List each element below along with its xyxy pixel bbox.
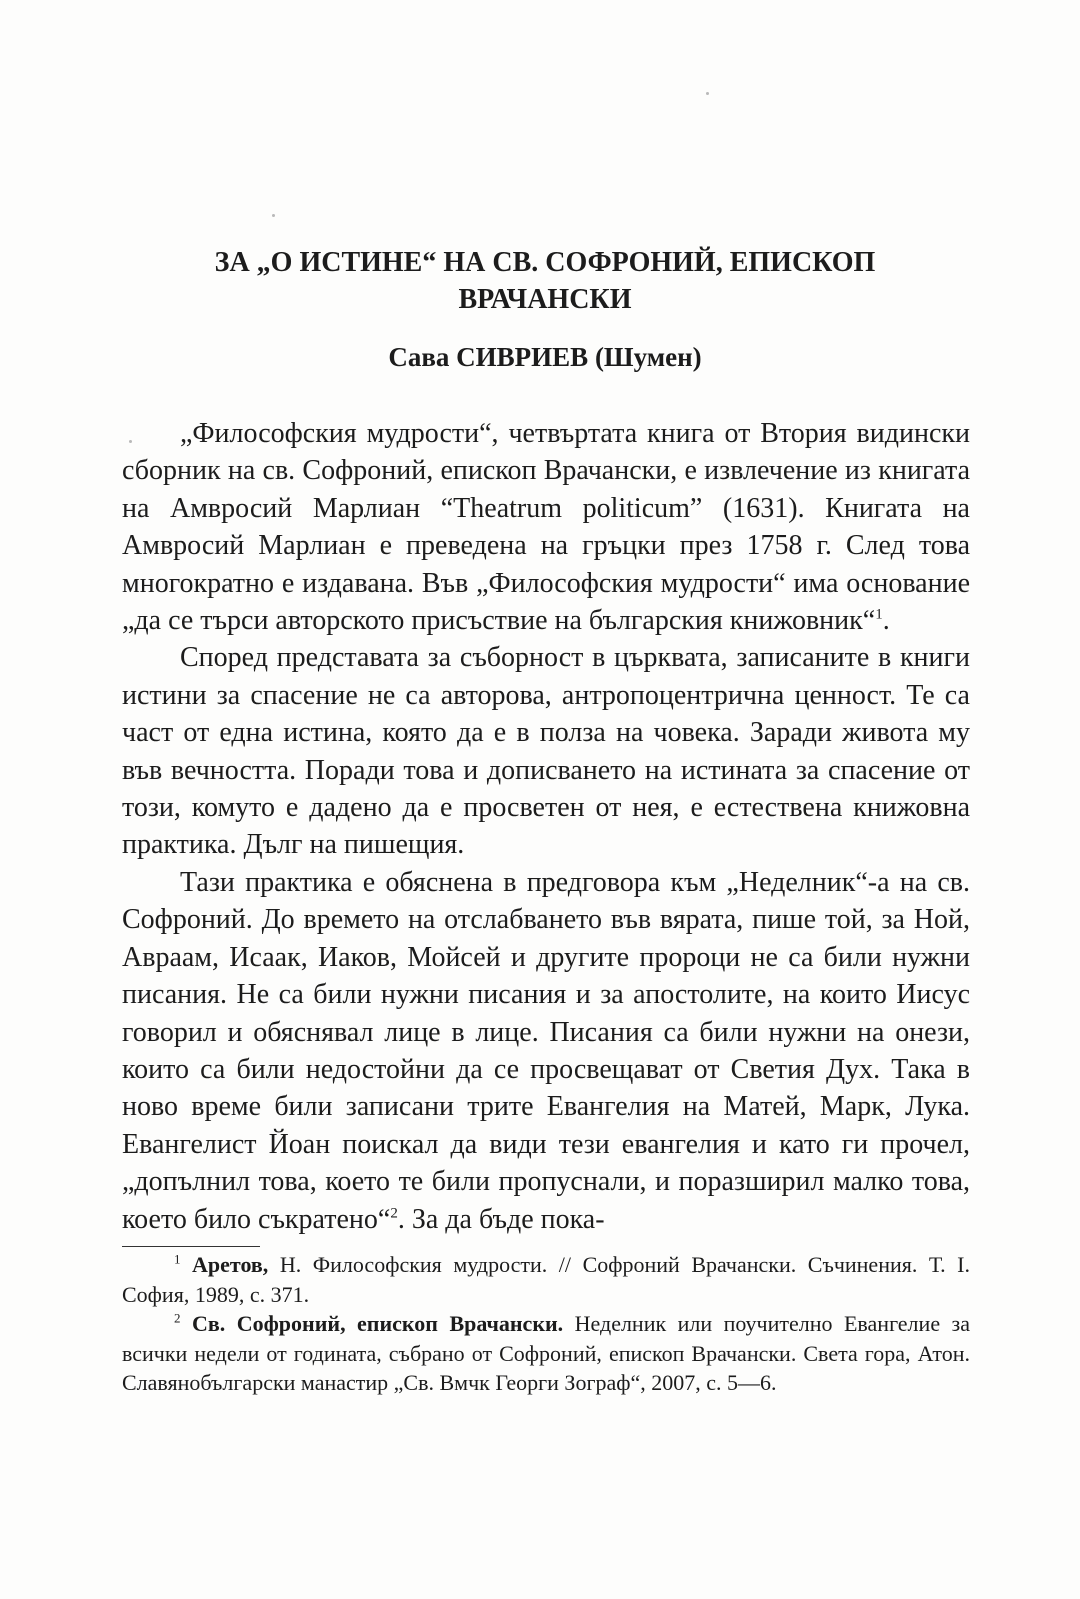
paragraph-1 (122, 415, 970, 639)
footnotes (122, 1250, 970, 1398)
footnote-divider (122, 1246, 260, 1247)
footnote-1-mark: 1 (174, 1251, 181, 1267)
paragraph-2 (122, 639, 970, 863)
footnote-1-author: Аретов, (192, 1252, 269, 1277)
scan-speck (706, 92, 709, 95)
paragraph-3-text: Тази практика е обяснена в предговора към „Неделник“-а на св. Софроний. До времето на отслабването във вярата, пише той, за Ной, Авраам, Исаак, Иаков, Мойсей и другите пророци не са били нужни писания. Не са били нужни писания и за апостолите, на които Иисус говорил и обяснявал лице в лице. Писания са били нужни на онези, които са били недостойни да се просвещават от Светия Дух. Така в ново време били записани трите Евангелия на Матей, Марк, Лука. Евангелист Йоан поискал да види тези евангелия и като ги прочел, „допълнил това, което те били пропуснали, и поразширил малко това, което било съкратено“ (122, 866, 970, 1235)
article-body (122, 415, 970, 1238)
footnote-1 (122, 1250, 970, 1309)
article-title (120, 244, 970, 318)
footnote-2-text: Неделник или поучително Евангелие за всички недели от годината, събрано от Софроний, епископ Врачански. Света гора, Атон. Славянобългарски манастир „Св. Вмчк Георги Зограф“, 2007, с. 5—6. (122, 1311, 970, 1396)
paragraph-2-text: Според представата за съборност в църквата, записаните в книги истини за спасение не са авторова, антропоцентрична ценност. Те са част от една истина, която да е в полза на човека. Заради живота му във вечността. Поради това и дописването на истината за спасение от този, комуто е дадено да е просветен от нея, е естествена книжовна практика. Дълг на пишещия. (122, 642, 970, 861)
footnote-ref-1: 1 (875, 606, 883, 623)
footnote-2-author: Св. Софроний, епископ Врачански. (191, 1311, 564, 1337)
article-title-line-2: ВРАЧАНСКИ (458, 284, 632, 315)
footnote-ref-2: 2 (390, 1205, 398, 1222)
scan-speck (272, 214, 275, 217)
footnote-1-text: Н. Философския мудрости. // Софроний Врачански. Съчинения. Т. I. София, 1989, с. 371. (122, 1252, 970, 1307)
article-title-line-1: ЗА „О ИСТИНЕ“ НА СВ. СОФРОНИЙ, ЕПИСКОП (214, 247, 876, 278)
paragraph-3-end: . За да бъде пока- (397, 1203, 605, 1235)
footnote-2-mark: 2 (174, 1310, 181, 1326)
paragraph-3 (122, 864, 970, 1238)
paragraph-1-end: . (882, 605, 890, 637)
article-author: Сава СИВРИЕВ (Шумен) (388, 342, 702, 372)
paragraph-1-text: „Философския мудрости“, четвъртата книга от Втория видински сборник на св. Софроний, епископ Врачански, е извлечение из книгата на Амвросий Марлиан “Theatrum politicum” (1631). Книгата на Амвросий Марлиан е преведена на гръцки през 1758 г. След това многократно е издавана. Във „Философския мудрости“ има основание „да се търси авторското присъствие на българския книжовник“ (122, 418, 970, 637)
footnote-2 (122, 1309, 970, 1398)
